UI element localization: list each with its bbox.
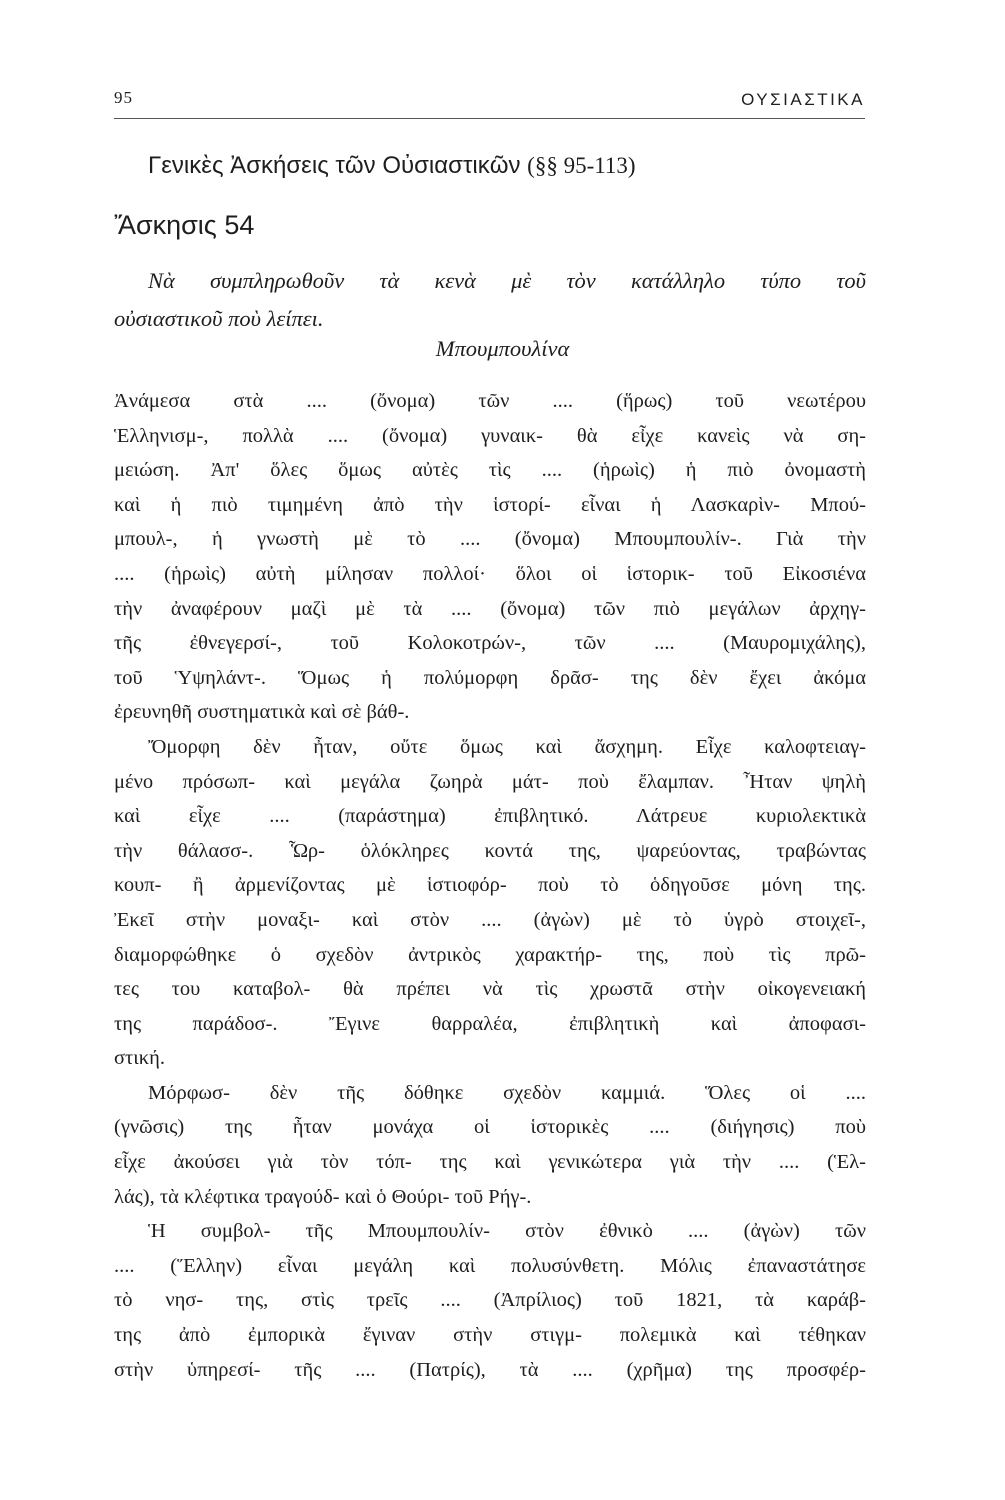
story-line: Ὄμορφη δὲν ἦταν, οὔτε ὅμως καὶ ἄσχημη. Εἶχε καλοφτειαγ- <box>148 735 866 758</box>
story-line: τῆς ἐθνεγερσί-, τοῦ Κολοκοτρών-, τῶν .... (Μαυρομιχάλης), <box>114 632 866 655</box>
section-title-text: Γενικὲς Ἀσκήσεις τῶν Οὐσιαστικῶν <box>148 152 521 179</box>
exercise-heading: Ἄσκησις 54 <box>114 210 255 240</box>
section-title <box>148 152 636 180</box>
story-line: Ἑλληνισμ-, πολλὰ .... (ὄνομα) γυναικ- θὰ εἶχε κανεὶς νὰ ση- <box>114 424 866 447</box>
story-line: στική. <box>114 1047 165 1070</box>
page-number: 95 <box>114 88 133 107</box>
story-line: τες του καταβολ- θὰ πρέπει νὰ τὶς χρωστᾶ στὴν οἰκογενειακή <box>114 978 866 1001</box>
story-line: τὴν ἀναφέρουν μαζὶ μὲ τὰ .... (ὄνομα) τῶν πιὸ μεγάλων ἀρχηγ- <box>114 597 866 620</box>
story-line: Μόρφωσ- δὲν τῆς δόθηκε σχεδὸν καμμιά. Ὅλες οἱ .... <box>148 1081 866 1104</box>
story-line: μπουλ-, ἡ γνωστὴ μὲ τὸ .... (ὄνομα) Μπουμπουλίν-. Γιὰ τὴν <box>114 528 866 551</box>
story-line: στὴν ὑπηρεσί- τῆς .... (Πατρίς), τὰ .... (χρῆμα) της προσφέρ- <box>114 1358 866 1381</box>
story-line: μειώση. Ἀπ' ὅλες ὅμως αὐτὲς τὶς .... (ἡρωὶς) ἡ πιὸ ὀνομαστὴ <box>114 459 866 482</box>
story-line: κουπ- ἢ ἀρμενίζοντας μὲ ἱστιοφόρ- ποὺ τὸ ὁδηγοῦσε μόνη της. <box>114 874 866 897</box>
story-line: της ἀπὸ ἐμπορικὰ ἔγιναν στὴν στιγμ- πολεμικὰ καὶ τέθηκαν <box>114 1324 866 1347</box>
instruction-line-2: οὐσιαστικοῦ ποὺ λείπει. <box>114 306 324 331</box>
story-line: τοῦ Ὑψηλάντ-. Ὅμως ἡ πολύμορφη δρᾶσ- της δὲν ἔχει ἀκόμα <box>114 666 866 689</box>
story-line: μένο πρόσωπ- καὶ μεγάλα ζωηρὰ μάτ- ποὺ ἔλαμπαν. Ἦταν ψηλὴ <box>114 770 866 793</box>
story-line: Ἡ συμβολ- τῆς Μπουμπουλίν- στὸν ἐθνικὸ .... (ἀγὼν) τῶν <box>148 1220 866 1243</box>
story-line: καὶ ἡ πιὸ τιμημένη ἀπὸ τὴν ἱστορί- εἶναι ἡ Λασκαρὶν- Μπού- <box>114 493 866 516</box>
story-line: εἶχε ἀκούσει γιὰ τὸν τόπ- της καὶ γενικώτερα γιὰ τὴν .... (Ἑλ- <box>114 1151 866 1174</box>
running-title: ΟΥΣΙΑΣΤΙΚΑ <box>741 90 865 109</box>
story-body <box>114 384 866 1387</box>
story-line: τὸ νησ- της, στὶς τρεῖς .... (Ἀπρίλιος) τοῦ 1821, τὰ καράβ- <box>114 1289 866 1312</box>
story-line: τὴν θάλασσ-. Ὧρ- ὁλόκληρες κοντά της, ψαρεύοντας, τραβώντας <box>114 839 866 862</box>
story-title: Μπουμπουλίνα <box>435 336 570 361</box>
story-line: διαμορφώθηκε ὁ σχεδὸν ἀντρικὸς χαρακτήρ- της, ποὺ τὶς πρῶ- <box>114 943 866 966</box>
story-line: της παράδοσ-. Ἔγινε θαρραλέα, ἐπιβλητικὴ καὶ ἀποφασι- <box>114 1012 866 1035</box>
story-line: (γνῶσις) της ἦταν μονάχα οἱ ἱστορικὲς .... (διήγησις) ποὺ <box>114 1116 866 1139</box>
story-line: Ἀνάμεσα στὰ .... (ὄνομα) τῶν .... (ἥρως) τοῦ νεωτέρου <box>114 390 866 412</box>
story-line: .... (Ἕλλην) εἶναι μεγάλη καὶ πολυσύνθετη. Μόλις ἐπαναστάτησε <box>114 1254 866 1277</box>
instruction-line-1: Νὰ συμπληρωθοῦν τὰ κενὰ μὲ τὸν κατάλληλο τύπο τοῦ <box>148 268 866 293</box>
header-rule <box>114 118 865 119</box>
story-line: ἐρευνηθῆ συστηματικὰ καὶ σὲ βάθ-. <box>114 701 410 724</box>
story-line: .... (ἡρωὶς) αὐτὴ μίλησαν πολλοί· ὅλοι οἱ ἱστορικ- τοῦ Εἰκοσιένα <box>114 562 866 585</box>
story-line: λάς), τὰ κλέφτικα τραγούδ- καὶ ὁ Θούρι- τοῦ Ρήγ-. <box>114 1185 532 1208</box>
section-reference: (§§ 95-113) <box>527 153 636 178</box>
story-line: καὶ εἶχε .... (παράστημα) ἐπιβλητικό. Λάτρευε κυριολεκτικὰ <box>114 805 866 828</box>
story-line: Ἐκεῖ στὴν μοναξι- καὶ στὸν .... (ἀγὼν) μὲ τὸ ὑγρὸ στοιχεῖ-, <box>114 908 866 931</box>
exercise-instruction <box>114 262 866 338</box>
